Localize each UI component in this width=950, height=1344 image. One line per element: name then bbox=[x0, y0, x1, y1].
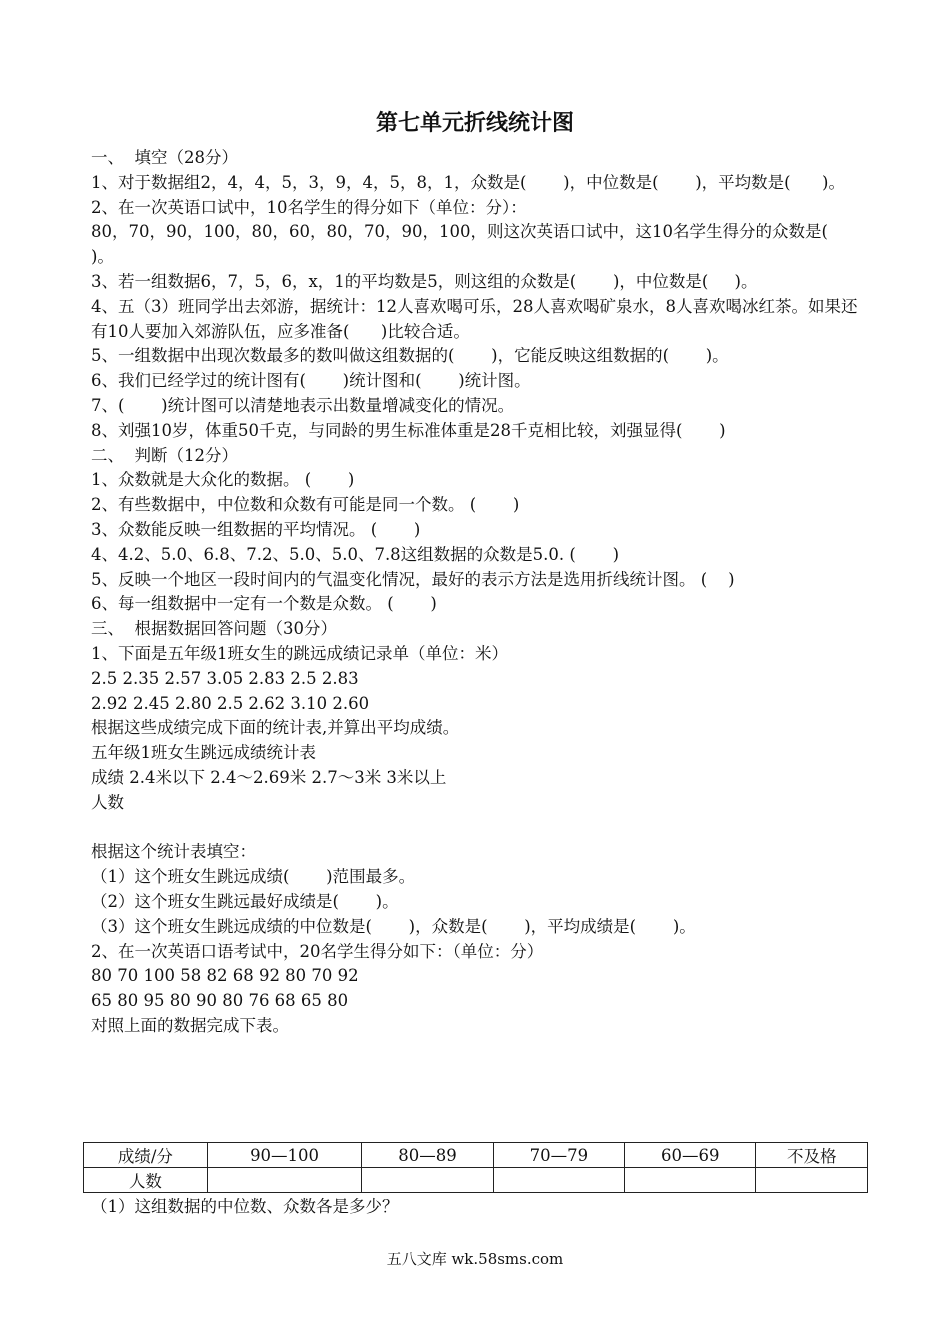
question-text: 5、一组数据中出现次数最多的数叫做这组数据的( )，它能反映这组数据的( )。 bbox=[91, 346, 729, 366]
table-header-cell: 60—69 bbox=[625, 1143, 756, 1168]
question-text: 8、刘强10岁，体重50千克，与同龄的男生标准体重是28千克相比较，刘强显得( ) bbox=[91, 420, 726, 440]
data-line: 65 80 95 80 90 80 76 68 65 80 bbox=[91, 991, 349, 1011]
table-header-cell: 成绩/分 bbox=[84, 1143, 208, 1168]
data-line: 成绩 2.4米以下 2.4～2.69米 2.7～3米 3米以上 bbox=[91, 767, 447, 787]
table-empty-cell[interactable] bbox=[362, 1168, 493, 1193]
question-text: 2、在一次英语口语考试中，20名学生得分如下：（单位：分） bbox=[91, 941, 544, 961]
table-empty-cell[interactable] bbox=[207, 1168, 362, 1193]
section-heading-answer: 三、 根据数据回答问题（30分） bbox=[91, 619, 337, 639]
question-text: 3、众数能反映一组数据的平均情况。 ( ) bbox=[91, 519, 421, 539]
table-header-cell: 不及格 bbox=[756, 1143, 868, 1168]
question-text: 3、若一组数据6，7，5，6，x，1的平均数是5，则这组的众数是( )，中位数是( )。 bbox=[91, 271, 758, 291]
question-text: 4、五（3）班同学出去郊游，据统计：12人喜欢喝可乐，28人喜欢喝矿泉水，8人喜欢喝冰红茶。如果还有10人要加入郊游队伍，应多准备( )比较合适。 bbox=[91, 296, 858, 341]
question-text: 2、在一次英语口试中，10名学生的得分如下（单位：分）： bbox=[91, 197, 527, 217]
question-text: 1、众数就是大众化的数据。 ( ) bbox=[91, 470, 355, 490]
score-table bbox=[83, 1142, 868, 1193]
question-text: 根据这个统计表填空： bbox=[91, 842, 256, 862]
question-text: 5、反映一个地区一段时间内的气温变化情况，最好的表示方法是选用折线统计图。 ( ) bbox=[91, 569, 735, 589]
table-row-label: 人数 bbox=[84, 1168, 208, 1193]
table-header-row bbox=[84, 1143, 868, 1168]
question-text: （3）这个班女生跳远成绩的中位数是( )，众数是( )，平均成绩是( )。 bbox=[91, 916, 696, 936]
data-line: 人数 bbox=[91, 792, 124, 812]
question-text: 根据这些成绩完成下面的统计表,并算出平均成绩。 bbox=[91, 718, 460, 738]
table-empty-cell[interactable] bbox=[493, 1168, 624, 1193]
question-text: 7、( )统计图可以清楚地表示出数量增减变化的情况。 bbox=[91, 395, 515, 415]
section-heading-judge: 二、 判断（12分） bbox=[91, 445, 238, 465]
table-row bbox=[84, 1168, 868, 1193]
question-text: （1）这组数据的中位数、众数各是多少？ bbox=[91, 1197, 399, 1216]
data-line: 2.92 2.45 2.80 2.5 2.62 3.10 2.60 bbox=[91, 693, 370, 713]
question-text: 4、4.2、5.0、6.8、7.2、5.0、5.0、7.8这组数据的众数是5.0. ( ) bbox=[91, 544, 619, 564]
question-text: 80，70，90，100，80，60，80，70，90，100，则这次英语口试中，这10名学生得分的众数是( )。 bbox=[91, 222, 860, 267]
question-text: （1）这个班女生跳远成绩( )范围最多。 bbox=[91, 867, 416, 887]
table-header-cell: 70—79 bbox=[493, 1143, 624, 1168]
table-caption: 五年级1班女生跳远成绩统计表 bbox=[91, 743, 316, 763]
page-title: 第七单元折线统计图 bbox=[375, 111, 574, 136]
question-text: 6、每一组数据中一定有一个数是众数。 ( ) bbox=[91, 594, 437, 614]
table-header-cell: 90—100 bbox=[207, 1143, 362, 1168]
footer-watermark: 五八文库 wk.58sms.com bbox=[386, 1250, 564, 1268]
question-text: 6、我们已经学过的统计图有( )统计图和( )统计图。 bbox=[91, 371, 531, 391]
data-line: 80 70 100 58 82 68 92 80 70 92 bbox=[91, 966, 359, 986]
question-text: 对照上面的数据完成下表。 bbox=[91, 1015, 289, 1035]
table-empty-cell[interactable] bbox=[756, 1168, 868, 1193]
section-heading-fill: 一、 填空（28分） bbox=[91, 148, 238, 167]
document-body bbox=[91, 146, 871, 1039]
question-text: 1、对于数据组2，4，4，5，3，9，4，5，8，1，众数是( )，中位数是( )，平均数是( )。 bbox=[91, 172, 845, 192]
table-header-cell: 80—89 bbox=[362, 1143, 493, 1168]
blank-line bbox=[91, 816, 871, 841]
question-text: 2、有些数据中，中位数和众数有可能是同一个数。 ( ) bbox=[91, 495, 520, 515]
data-line: 2.5 2.35 2.57 3.05 2.83 2.5 2.83 bbox=[91, 668, 359, 688]
table-empty-cell[interactable] bbox=[625, 1168, 756, 1193]
question-text: 1、下面是五年级1班女生的跳远成绩记录单（单位：米） bbox=[91, 643, 508, 663]
question-text: （2）这个班女生跳远最好成绩是( )。 bbox=[91, 891, 399, 911]
